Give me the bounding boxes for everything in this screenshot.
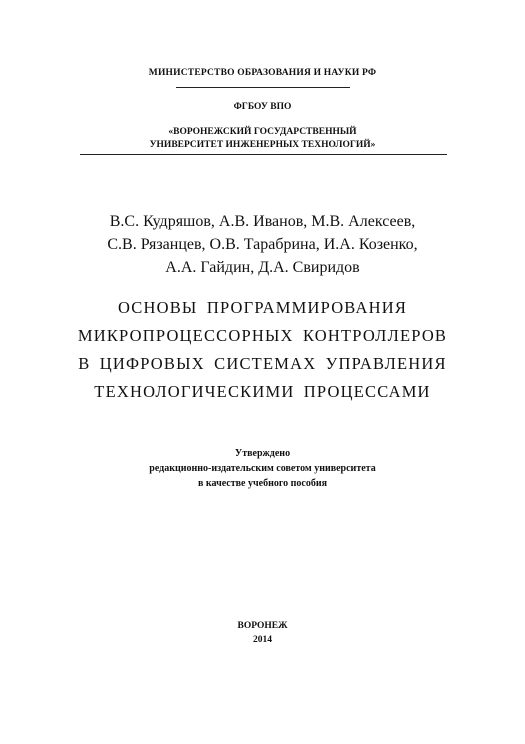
authors-line: А.А. Гайдин, Д.А. Свиридов xyxy=(165,259,360,276)
title-line: ТЕХНОЛОГИЧЕСКИМИ ПРОЦЕССАМИ xyxy=(94,382,431,401)
imprint-city: ВОРОНЕЖ xyxy=(237,621,288,631)
authors-block xyxy=(0,210,525,279)
book-title xyxy=(0,294,525,406)
authors-line: В.С. Кудряшов, А.В. Иванов, М.В. Алексеев, xyxy=(109,213,416,230)
university-name xyxy=(0,126,525,152)
title-line: В ЦИФРОВЫХ СИСТЕМАХ УПРАВЛЕНИЯ xyxy=(78,354,447,373)
approval-line: в качестве учебного пособия xyxy=(197,478,327,489)
imprint-year: 2014 xyxy=(253,635,272,645)
divider-long xyxy=(80,154,447,155)
university-name-line: УНИВЕРСИТЕТ ИНЖЕНЕРНЫХ ТЕХНОЛОГИЙ» xyxy=(149,140,376,150)
approval-line: Утверждено xyxy=(234,448,291,459)
approval-note xyxy=(0,446,525,491)
university-name-line: «ВОРОНЕЖСКИЙ ГОСУДАРСТВЕННЫЙ xyxy=(168,127,357,137)
imprint xyxy=(0,619,525,647)
authors-line: С.В. Рязанцев, О.В. Тарабрина, И.А. Козенко, xyxy=(107,236,418,253)
title-line: ОСНОВЫ ПРОГРАММИРОВАНИЯ xyxy=(117,298,408,317)
title-line: МИКРОПРОЦЕССОРНЫХ КОНТРОЛЛЕРОВ xyxy=(77,326,448,345)
approval-line: редакционно-издательским советом университета xyxy=(149,463,376,474)
divider-short xyxy=(176,87,350,88)
ministry-heading: МИНИСТЕРСТВО ОБРАЗОВАНИЯ И НАУКИ РФ xyxy=(148,68,377,78)
institution-type: ФГБОУ ВПО xyxy=(233,102,292,112)
